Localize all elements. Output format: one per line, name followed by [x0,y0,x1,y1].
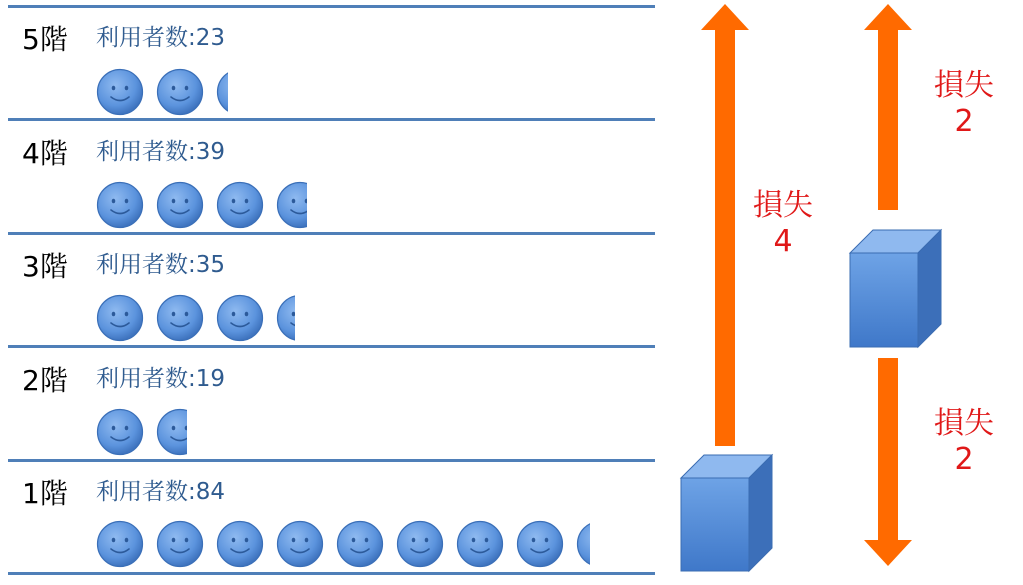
loss-right-top-title: 損失 [934,68,994,103]
floor-4-label: 4階 [22,137,68,170]
floor-4-user-count: 利用者数:39 [96,139,226,165]
loss-right-top-label [919,68,1009,140]
floor-2-label: 2階 [22,364,68,397]
loss-left-title: 損失 [753,188,813,223]
loss-right-bottom-value: 2 [954,442,974,477]
floor-1-user-count: 利用者数:84 [96,479,226,505]
right-up-arrow [864,4,912,210]
loss-right-bottom-title: 損失 [934,406,994,441]
loss-right-top-value: 2 [954,104,974,139]
floor-5-user-count: 利用者数:23 [96,25,226,51]
floor-3-label: 3階 [22,250,68,283]
floor-1-label: 1階 [22,477,68,510]
right-elevator-box [850,230,941,347]
loss-right-bottom-label [919,406,1009,478]
floor-3-user-count: 利用者数:35 [96,252,226,278]
right-down-arrow [864,358,912,566]
loss-left-label [738,188,828,260]
floor-2-user-count: 利用者数:19 [96,366,226,392]
loss-left-value: 4 [773,224,793,259]
left-elevator-box [681,455,772,571]
floor-5-label: 5階 [22,23,68,56]
